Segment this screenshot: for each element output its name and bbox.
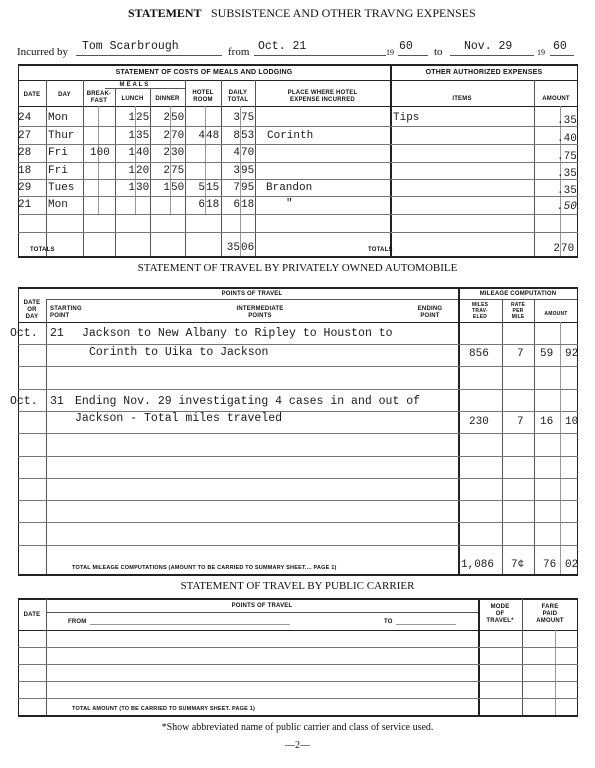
col-day: DAY <box>58 92 71 98</box>
carrier-col-mode-3: TRAVEL* <box>486 618 514 624</box>
from-label: from <box>228 46 250 58</box>
totals-label-2: TOTALS <box>368 247 393 253</box>
auto-total-amount-cents: 02 <box>565 559 579 571</box>
auto-col-rate-1: RATE <box>510 302 526 308</box>
auto-col-date-1: DATE <box>23 300 41 306</box>
auto-col-miles-2: TRAV- <box>472 308 488 314</box>
col-place-2: EXPENSE INCURRED <box>290 97 355 103</box>
auto-col-rate-3: MILE <box>511 314 525 320</box>
to-label: to <box>434 46 443 58</box>
carrier-col-mode-2: OF <box>495 611 505 617</box>
other-amount: .75 <box>557 151 577 163</box>
carrier-col-fare-3: AMOUNT <box>536 618 564 624</box>
auto-col-date-3: DAY <box>25 314 39 320</box>
auto-col-start-1: STARTING <box>50 306 82 312</box>
other-amount: .40 <box>557 133 577 145</box>
col-hotel-1: HOTEL <box>192 90 214 96</box>
footnote: *Show abbreviated name of public carrier and class of service used. <box>161 722 434 733</box>
totals-label: TOTALS <box>30 247 55 253</box>
col-place-1: PLACE WHERE HOTEL <box>287 90 358 96</box>
mileage-label: MILEAGE COMPUTATION <box>479 291 557 297</box>
auto-total-rate: 7¢ <box>511 559 525 571</box>
to-date: Nov. 29 <box>464 40 513 53</box>
carrier-total-label: TOTAL AMOUNT (TO BE CARRIED TO SUMMARY SHEET. PAGE 1) <box>72 706 256 712</box>
other-amount: .35 <box>557 168 577 180</box>
title-right: NG EXPENSES <box>396 6 476 20</box>
auto-col-end-2: POINT <box>420 313 440 319</box>
auto-total-label: TOTAL MILEAGE COMPUTATIONS (AMOUNT TO BE CARRIED TO SUMMARY SHEET.... PAGE 1) <box>72 565 337 571</box>
col-breakfast-1: BREAK- <box>86 91 112 97</box>
other-amount: .35 <box>557 115 577 127</box>
meals-total-cents: 06 <box>241 242 255 254</box>
other-total-cents: 70 <box>561 243 575 255</box>
year-2: 60 <box>553 40 567 53</box>
auto-col-inter-1: INTERMEDIATE <box>236 306 284 312</box>
col-lunch: LUNCH <box>121 96 144 102</box>
col-dinner: DINNER <box>155 96 180 102</box>
auto-col-amount: AMOUNT <box>544 311 568 317</box>
carrier-to-label: TO <box>384 619 393 625</box>
title-left: STATEMENT <box>128 6 202 20</box>
incurred-name: Tom Scarbrough <box>82 40 179 53</box>
auto-col-inter-2: POINTS <box>248 313 272 319</box>
carrier-title: STATEMENT OF TRAVEL BY PUBLIC CARRIER <box>180 580 415 592</box>
col-meals: M E A L S <box>119 82 149 88</box>
other-amount: .35 <box>557 185 577 197</box>
col-daily-2: TOTAL <box>227 97 249 103</box>
carrier-col-mode-1: MODE <box>490 604 510 610</box>
auto-title: STATEMENT OF TRAVEL BY PRIVATELY OWNED AUTOMOBILE <box>137 262 458 274</box>
carrier-col-fare-2: PAID <box>542 611 558 617</box>
year-1: 60 <box>399 40 413 53</box>
carrier-col-date: DATE <box>23 612 41 618</box>
carrier-col-fare-1: FARE <box>541 604 559 610</box>
meals-title: STATEMENT OF COSTS OF MEALS AND LODGING <box>115 69 293 76</box>
col-amount: AMOUNT <box>542 96 570 102</box>
auto-col-date-2: OR <box>27 307 37 313</box>
col-date: DATE <box>23 92 41 98</box>
auto-col-rate-2: PER <box>512 308 524 314</box>
carrier-points-label: POINTS OF TRAVEL <box>231 603 293 609</box>
auto-total-amount-dollars: 76 <box>543 559 557 571</box>
auto-total-miles: 1,086 <box>461 559 495 571</box>
auto-points-label: POINTS OF TRAVEL <box>221 291 283 297</box>
carrier-from-label: FROM <box>68 619 87 625</box>
page-number: —2— <box>285 740 310 751</box>
col-daily-1: DAILY <box>228 90 248 96</box>
other-amount: .50 <box>557 201 577 213</box>
col-breakfast-2: FAST <box>90 98 108 104</box>
auto-col-start-2: POINT <box>50 313 70 319</box>
auto-col-end-1: ENDING <box>417 306 443 312</box>
auto-col-miles-1: MILES <box>471 302 489 308</box>
col-hotel-2: ROOM <box>193 97 213 103</box>
from-date: Oct. 21 <box>258 40 307 53</box>
year-prefix-1: 19 <box>386 48 394 57</box>
other-item: Tips <box>393 112 420 124</box>
other-expenses-title: OTHER AUTHORIZED EXPENSES <box>425 69 543 76</box>
title-mid: SUBSISTENCE AND OTHER TRAV <box>211 6 396 20</box>
incurred-label: Incurred by <box>17 46 69 58</box>
year-prefix-2: 19 <box>537 48 545 57</box>
auto-col-miles-3: ELED <box>472 314 488 320</box>
col-items: ITEMS <box>452 96 472 102</box>
other-total-dollars: 2 <box>553 243 560 255</box>
meals-total-dollars: 35 <box>226 242 240 254</box>
